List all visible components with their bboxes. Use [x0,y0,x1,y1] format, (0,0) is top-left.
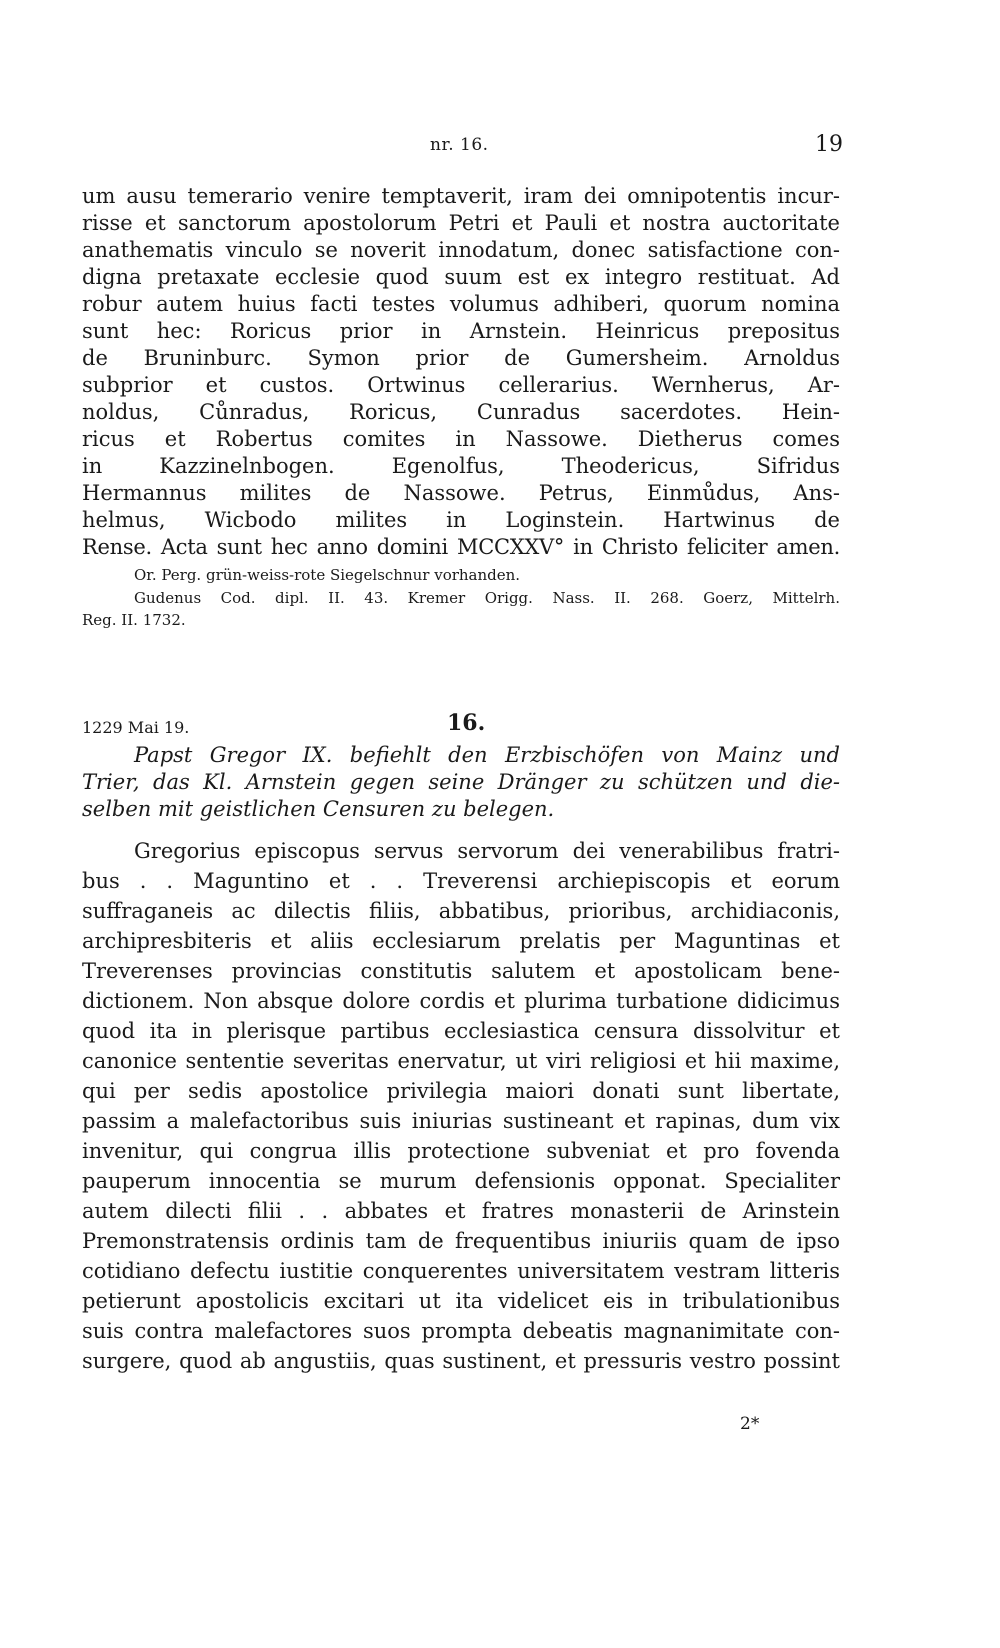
text-line: sunt hec: Roricus prior in Arnstein. Heinricus prepositus [82,319,840,343]
text-line: digna pretaxate ecclesie quod suum est ex integro restituat. Ad [82,265,840,289]
text-line: pauperum innocentia se murum defensionis opponat. Specialiter [82,1169,840,1193]
text-line: noldus, Cůnradus, Roricus, Cunradus sacerdotes. Hein- [82,400,840,424]
text-line: qui per sedis apostolice privilegia maiori donati sunt libertate, [82,1079,840,1103]
source-note: Or. Perg. grün-weiss-rote Siegelschnur vorhanden. [134,566,521,584]
text-line: um ausu temerario venire temptaverit, iram dei omnipotentis incur- [82,184,840,208]
text-line: autem dilecti filii . . abbates et fratres monasterii de Arinstein [82,1199,840,1223]
text-line: de Bruninburc. Symon prior de Gumersheim. Arnoldus [82,346,840,370]
text-line: passim a malefactoribus suis iniurias sustineant et rapinas, dum vix [82,1109,840,1133]
regest-line: Trier, das Kl. Arnstein gegen seine Dränger zu schützen und die- [82,770,840,794]
text-line: ricus et Robertus comites in Nassowe. Dietherus comes [82,427,840,451]
text-line: Gregorius episcopus servus servorum dei venerabilibus fratri- [134,839,840,863]
document-date: 1229 Mai 19. [82,718,190,737]
text-line: risse et sanctorum apostolorum Petri et Pauli et nostra auctoritate [82,211,840,235]
text-line: dictionem. Non absque dolore cordis et plurima turbatione didicimus [82,989,840,1013]
text-line: Hermannus milites de Nassowe. Petrus, Einmůdus, Ans- [82,481,840,505]
text-line: quod ita in plerisque partibus ecclesiastica censura dissolvitur et [82,1019,840,1043]
text-line: anathematis vinculo se noverit innodatum, donec satisfactione con- [82,238,840,262]
text-line: suis contra malefactores suos prompta debeatis magnanimitate con- [82,1319,840,1343]
text-line: Rense. Acta sunt hec anno domini MCCXXV° in Christo feliciter amen. [82,535,840,559]
source-note: Gudenus Cod. dipl. II. 43. Kremer Origg. Nass. II. 268. Goerz, Mittelrh. [134,589,840,607]
text-line: petierunt apostolicis excitari ut ita videlicet eis in tribulationibus [82,1289,840,1313]
text-line: Premonstratensis ordinis tam de frequentibus iniuriis quam de ipso [82,1229,840,1253]
text-line: suffraganeis ac dilectis filiis, abbatibus, prioribus, archidiaconis, [82,899,840,923]
text-line: subprior et custos. Ortwinus cellerarius. Wernherus, Ar- [82,373,840,397]
text-line: invenitur, qui congrua illis protectione subveniat et pro fovenda [82,1139,840,1163]
page-number: 19 [815,132,843,157]
regest-line: Papst Gregor IX. befiehlt den Erzbischöfen von Mainz und [134,743,840,767]
text-line: surgere, quod ab angustiis, quas sustinent, et pressuris vestro possint [82,1349,840,1373]
text-line: cotidiano defectu iustitie conquerentes universitatem vestram litteris [82,1259,840,1283]
document-number: 16. [447,710,486,736]
text-line: canonice sententie severitas enervatur, ut viri religiosi et hii maxime, [82,1049,840,1073]
text-line: Treverenses provincias constitutis salutem et apostolicam bene- [82,959,840,983]
signature-mark: 2* [740,1414,760,1434]
text-line: helmus, Wicbodo milites in Loginstein. Hartwinus de [82,508,840,532]
text-line: archipresbiteris et aliis ecclesiarum prelatis per Maguntinas et [82,929,840,953]
text-line: bus . . Maguntino et . . Treverensi archiepiscopis et eorum [82,869,840,893]
source-note: Reg. II. 1732. [82,611,186,629]
text-line: in Kazzinelnbogen. Egenolfus, Theodericus, Sifridus [82,454,840,478]
regest-line: selben mit geistlichen Censuren zu belegen. [82,797,555,821]
running-head: nr. 16. [430,135,489,155]
text-line: robur autem huius facti testes volumus adhiberi, quorum nomina [82,292,840,316]
